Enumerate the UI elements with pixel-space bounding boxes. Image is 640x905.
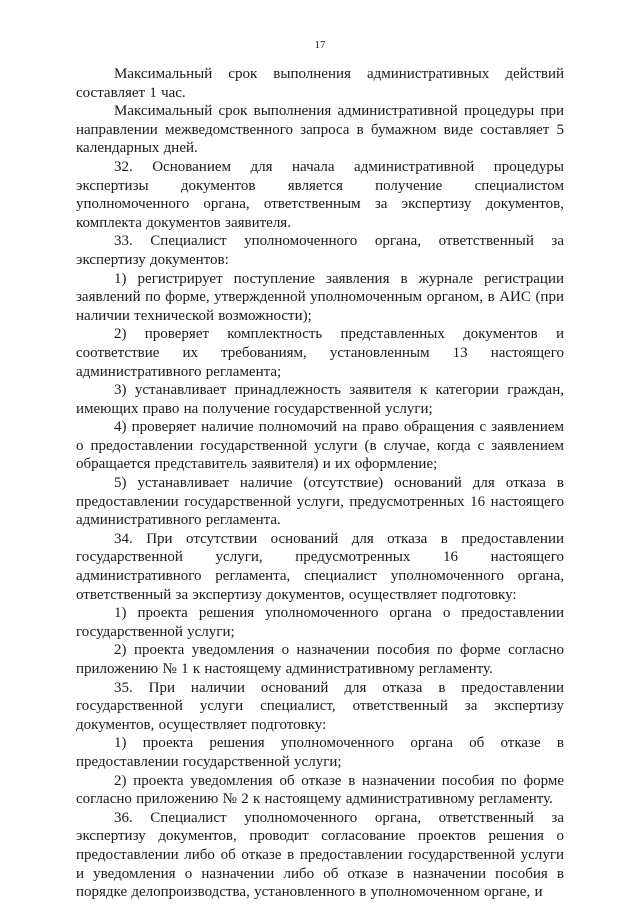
list-item-34-2: 2) проекта уведомления о назначении пособия по форме согласно приложению № 1 к настоящему административному регламенту. <box>76 642 564 677</box>
list-item-33-5: 5) устанавливает наличие (отсутствие) оснований для отказа в предоставлении государственной услуги, предусмотренных 16 настоящего административного регламента. <box>76 475 564 529</box>
paragraph-clause-35: 35. При наличии оснований для отказа в предоставлении государственной услуги специалист, ответственный за экспертизу документов, осуществляет подготовку: <box>76 679 564 733</box>
list-item-34-1: 1) проекта решения уполномоченного органа о предоставлении государственной услуги; <box>76 605 564 640</box>
list-item-33-1: 1) регистрирует поступление заявления в журнале регистрации заявлений по форме, утвержденной уполномоченным органом, в АИС (при наличии технической возможности); <box>76 270 564 324</box>
paragraph-max-time-procedure: Максимальный срок выполнения административной процедуры при направлении межведомственного запроса в бумажном виде составляет 5 календарных дней. <box>76 103 564 157</box>
list-item-33-4: 4) проверяет наличие полномочий на право обращения с заявлением о предоставлении государственной услуги (в случае, когда с заявлением обращается представитель заявителя) и их оформление; <box>76 419 564 473</box>
paragraph-clause-36: 36. Специалист уполномоченного органа, ответственный за экспертизу документов, проводит согласование проектов решения о предоставлении либо об отказе в предоставлении государственной услуги и уведомления о назначении либо об отказе в назначении пособия в порядке делопроизводства, установленного в уполномоченном органе, и <box>76 809 564 901</box>
paragraph-clause-33: 33. Специалист уполномоченного органа, ответственный за экспертизу документов: <box>76 233 564 268</box>
page-number: 17 <box>314 39 326 51</box>
paragraph-clause-34: 34. При отсутствии оснований для отказа в предоставлении государственной услуги, предусмотренных 16 настоящего административного регламента, специалист уполномоченного органа, ответственный за экспертизу документов, осуществляет подготовку: <box>76 530 564 603</box>
list-item-33-3: 3) устанавливает принадлежность заявителя к категории граждан, имеющих право на получение государственной услуги; <box>76 382 564 417</box>
paragraph-max-time-actions: Максимальный срок выполнения административных действий составляет 1 час. <box>76 66 564 101</box>
list-item-35-1: 1) проекта решения уполномоченного органа об отказе в предоставлении государственной услуги; <box>76 735 564 770</box>
list-item-33-2: 2) проверяет комплектность представленных документов и соответствие их требованиям, установленным 13 настоящего административного регламента; <box>76 326 564 380</box>
document-body <box>76 65 564 902</box>
paragraph-clause-32: 32. Основанием для начала административной процедуры экспертизы документов является получение специалистом уполномоченного органа, ответственным за экспертизу документов, комплекта документов заявителя. <box>76 158 564 231</box>
list-item-35-2: 2) проекта уведомления об отказе в назначении пособия по форме согласно приложению № 2 к настоящему административному регламенту. <box>76 772 564 808</box>
